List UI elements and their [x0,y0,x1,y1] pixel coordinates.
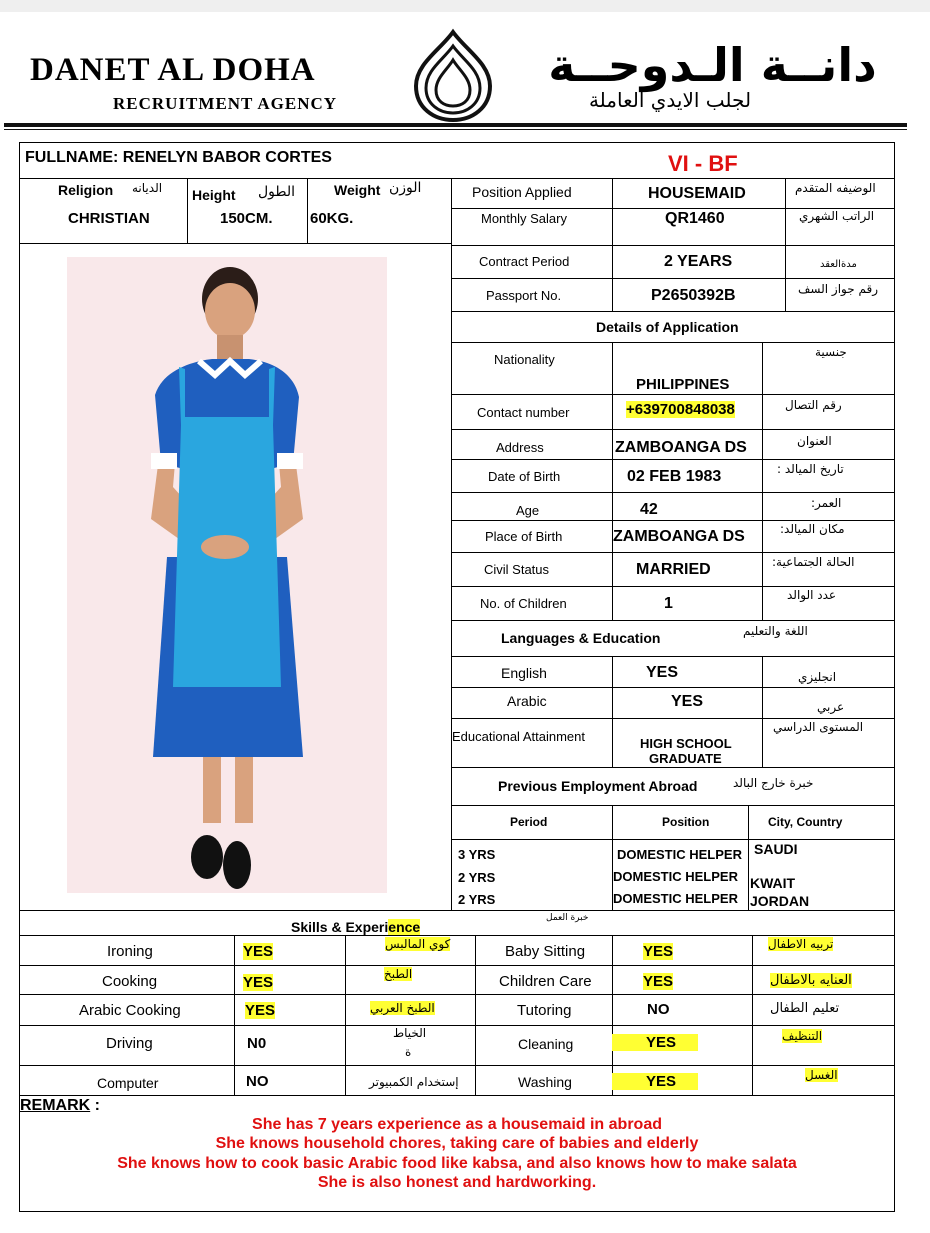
divider [19,178,895,179]
skills-title: Skills & Experience [291,919,421,935]
civil-status-value: MARRIED [636,561,711,578]
skill-label-ar: تعليم الطفال [770,1001,840,1016]
cv-code: VI - BF [668,151,738,176]
divider [19,910,895,911]
contract-label-ar: مدةالعقد [820,259,857,270]
education-value-2: GRADUATE [649,751,722,766]
maid-photo-icon [67,257,387,893]
col-position: Position [662,815,710,829]
remark-line: She is also honest and hardworking. [317,1174,597,1191]
employment-position: DOMESTIC HELPER [617,847,742,862]
salary-label-ar: الراتب الشهري [799,209,875,223]
weight-value: 60KG. [310,210,354,227]
weight-label-ar: الوزن [389,180,422,196]
divider [748,805,749,910]
height-value: 150CM. [220,210,273,227]
skill-value: NO [246,1073,269,1090]
education-value-1: HIGH SCHOOL [640,736,732,751]
employment-position: DOMESTIC HELPER [613,869,738,884]
divider [451,459,895,460]
header-rule-thin [4,129,907,130]
passport-label: Passport No. [486,288,562,303]
skill-label-ar: الخياط [393,1026,427,1040]
divider [451,245,895,246]
divider [451,586,895,587]
divider [451,520,895,521]
english-value: YES [646,664,679,681]
religion-label-ar: الديانه [132,181,163,195]
divider [187,178,188,243]
age-value: 42 [640,501,658,518]
divider [451,278,895,279]
nationality-label: Nationality [494,352,555,367]
dob-label: Date of Birth [488,469,561,484]
nationality-label-ar: جنسية [815,345,847,359]
divider [19,1025,895,1026]
skill-label-ar: كوي المالبس [385,937,451,951]
passport-value: P2650392B [651,287,736,304]
divider [451,311,895,312]
divider [345,935,346,1095]
arabic-label: Arabic [507,693,547,709]
divider [451,394,895,395]
skill-label-ar: الغسل [805,1068,838,1082]
skill-value: N0 [247,1035,267,1052]
divider [612,342,613,620]
divider [19,243,451,244]
fullname: FULLNAME: RENELYN BABOR CORTES [25,149,332,166]
skill-label: Baby Sitting [505,943,586,960]
details-title: Details of Application [596,319,739,335]
divider [234,935,235,1095]
divider [785,178,786,311]
divider [451,429,895,430]
top-strip [0,0,930,12]
religion-label: Religion [58,182,114,198]
company-name-ar: دانــة الـدوحــة [548,38,877,92]
divider [451,718,895,719]
contact-value: +639700848038 [626,401,735,418]
skill-label: Washing [518,1074,572,1090]
divider [762,656,763,767]
height-label-ar: الطول [258,184,296,200]
contact-label-ar: رقم التصال [785,398,842,412]
candidate-photo [67,257,387,893]
english-label-ar: انجليزي [798,670,837,684]
divider [19,1095,895,1096]
skill-label-ar: ة [405,1045,412,1059]
address-label-ar: العنوان [797,434,832,448]
employment-period: 2 YRS [458,892,496,907]
skill-label: Children Care [499,973,592,990]
divider [612,935,613,1095]
skill-label: Cooking [102,973,158,990]
salary-value: QR1460 [665,210,725,227]
contract-value: 2 YEARS [664,253,733,270]
pob-label: Place of Birth [485,529,563,544]
skill-label: Arabic Cooking [79,1002,181,1019]
remark-label: REMARK : [20,1097,100,1114]
col-period: Period [510,815,548,829]
skill-label-ar: تربيه الاطفال [768,937,834,951]
company-subtitle-en: RECRUITMENT AGENCY [113,94,338,113]
weight-label: Weight [334,182,381,198]
employment-city: JORDAN [750,893,810,909]
employment-title: Previous Employment Abroad [498,778,698,794]
height-label: Height [192,187,236,203]
company-name-en: DANET AL DOHA [30,52,316,88]
divider [612,656,613,767]
divider [451,767,895,768]
civil-status-label: Civil Status [484,562,550,577]
children-value: 1 [664,595,673,612]
employment-city: KWAIT [750,875,796,891]
divider [451,805,895,806]
skill-value: NO [647,1001,670,1018]
english-label: English [501,665,547,681]
divider [19,1065,895,1066]
divider [762,342,763,620]
position-value: HOUSEMAID [648,185,746,202]
divider [451,620,895,621]
skill-label-ar: الطبخ العربي [370,1001,435,1015]
employment-position: DOMESTIC HELPER [613,891,738,906]
divider [19,994,895,995]
remark-line: She knows how to cook basic Arabic food like kabsa, and also knows how to make salata [117,1155,797,1172]
passport-label-ar: رقم جواز السف [798,282,879,296]
divider [451,492,895,493]
dob-label-ar: تاريخ الميالد : [777,462,844,476]
skill-value: YES [643,973,674,990]
skill-label: Cleaning [518,1036,574,1052]
employment-city: SAUDI [754,841,798,857]
languages-title: Languages & Education [501,630,661,646]
skill-label: Driving [106,1035,153,1052]
skill-value: YES [643,943,674,960]
nationality-value: PHILIPPINES [636,376,730,393]
dob-value: 02 FEB 1983 [627,468,722,485]
employment-period: 3 YRS [458,847,496,862]
divider [475,935,476,1095]
pob-value: ZAMBOANGA DS [613,528,745,545]
skill-label: Computer [97,1075,159,1091]
skill-label: Ironing [107,943,153,960]
skill-label-ar: العنايه بالاطفال [770,973,852,988]
skills-title-ar: خبرة العمل [546,913,589,923]
remark-line: She has 7 years experience as a housemaid in abroad [252,1116,662,1133]
col-city: City, Country [768,815,843,829]
children-label-ar: عدد الوالد [787,588,837,602]
header-rule [4,123,907,127]
pob-label-ar: مكان الميالد: [780,522,845,536]
religion-value: CHRISTIAN [68,210,150,227]
skill-value: YES [243,974,274,991]
arabic-label-ar: عربي [817,700,845,714]
children-label: No. of Children [480,596,567,611]
contact-label: Contact number [477,405,570,420]
age-label-ar: العمر: [811,496,842,510]
address-value: ZAMBOANGA DS [615,439,747,456]
remark-line: She knows household chores, taking care of babies and elderly [215,1135,699,1152]
divider [19,965,895,966]
skill-label: Tutoring [517,1002,572,1019]
employment-title-ar: خبرة خارج البالد [733,776,814,790]
salary-label: Monthly Salary [481,211,567,226]
education-label-ar: المستوى الدراسي [773,720,864,734]
civil-status-label-ar: الحالة الجتماعية: [772,555,855,569]
skill-value: YES [612,1073,698,1090]
position-label-ar: الوضيفه المتقدم [795,181,876,195]
divider [451,839,895,840]
divider [451,342,895,343]
divider [451,687,895,688]
dome-logo-icon [410,28,496,124]
divider [19,935,895,936]
divider [451,552,895,553]
age-label: Age [516,503,540,518]
skill-label-ar: إستخدام الكمبيوتر [369,1075,459,1089]
divider [612,178,613,311]
divider [752,935,753,1095]
education-label: Educational Attainment [452,729,585,744]
position-label: Position Applied [472,184,572,200]
skill-value: YES [245,1002,276,1019]
skill-label-ar: التنظيف [782,1029,823,1043]
divider [451,178,452,910]
address-label: Address [496,440,544,455]
skill-value: YES [243,943,274,960]
employment-period: 2 YRS [458,870,496,885]
skill-label-ar: الطبخ [384,967,413,981]
spacer [19,208,451,209]
company-subtitle-ar: لجلب الايدي العاملة [588,88,752,112]
arabic-value: YES [671,693,704,710]
divider [307,178,308,243]
skill-value: YES [612,1034,698,1051]
contract-label: Contract Period [479,254,570,269]
divider [451,656,895,657]
languages-title-ar: اللغة والتعليم [743,624,808,638]
